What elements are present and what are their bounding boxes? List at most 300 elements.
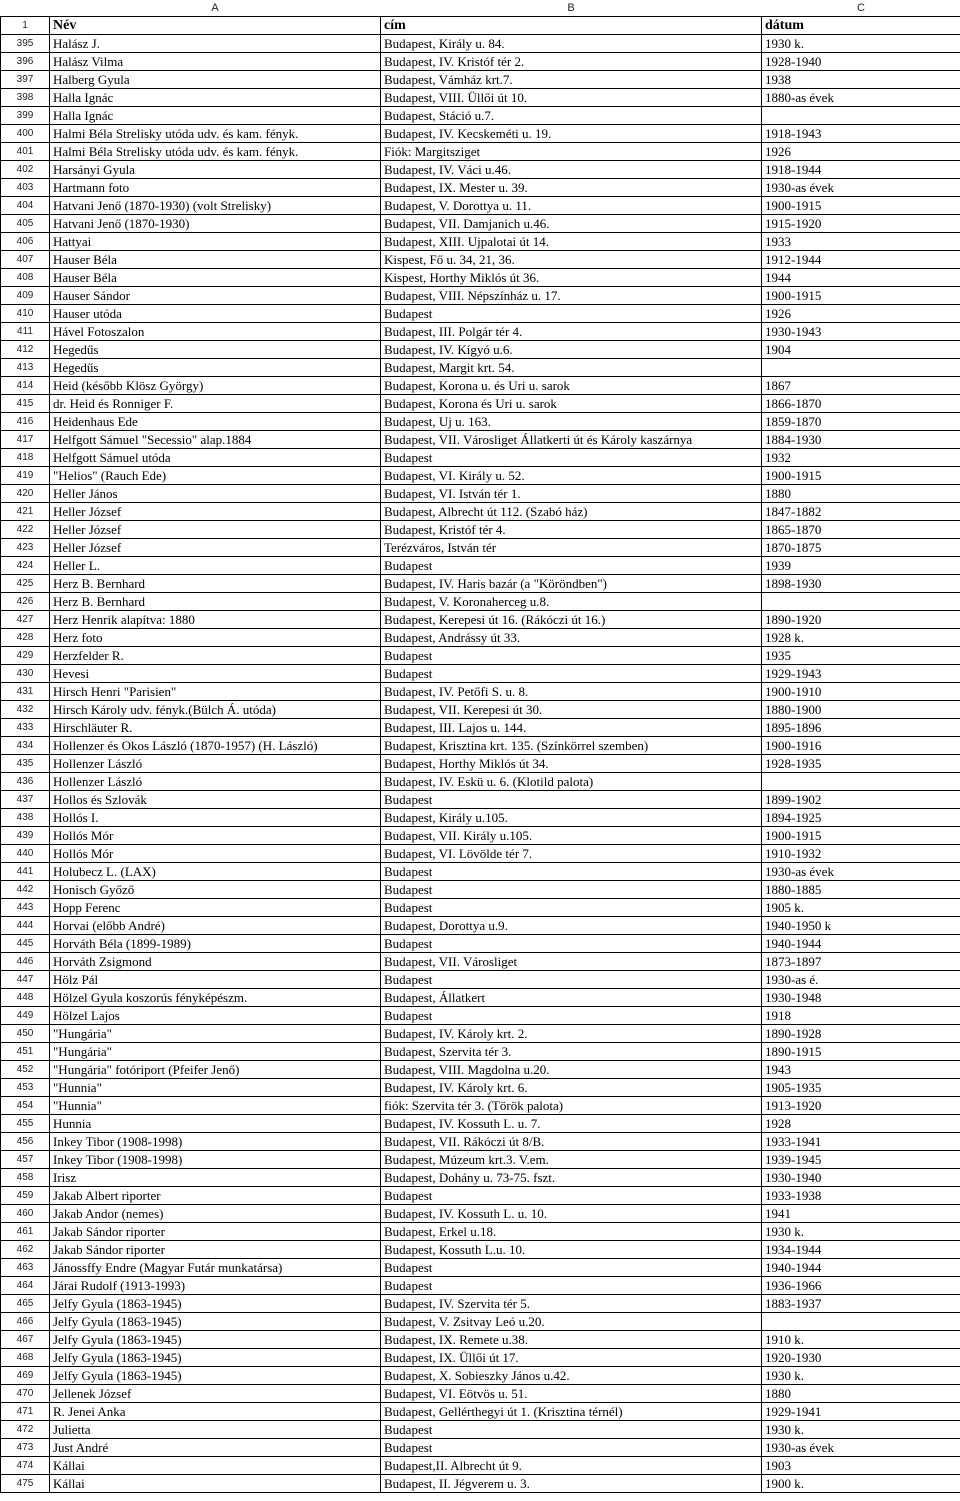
date-cell[interactable]: 1926 bbox=[762, 143, 960, 161]
row-number[interactable]: 419 bbox=[1, 467, 50, 485]
row-number[interactable]: 433 bbox=[1, 719, 50, 737]
date-cell[interactable]: 1880-1900 bbox=[762, 701, 960, 719]
row-number[interactable]: 434 bbox=[1, 737, 50, 755]
row-number[interactable]: 466 bbox=[1, 1313, 50, 1331]
name-cell[interactable]: Holubecz L. (LAX) bbox=[50, 863, 381, 881]
date-cell[interactable]: 1929-1941 bbox=[762, 1403, 960, 1421]
date-cell[interactable]: 1930-1948 bbox=[762, 989, 960, 1007]
row-number[interactable]: 439 bbox=[1, 827, 50, 845]
date-cell[interactable]: 1880 bbox=[762, 485, 960, 503]
row-number[interactable]: 470 bbox=[1, 1385, 50, 1403]
address-cell[interactable]: Budapest bbox=[381, 1187, 762, 1205]
date-cell[interactable]: 1933-1941 bbox=[762, 1133, 960, 1151]
row-number[interactable]: 465 bbox=[1, 1295, 50, 1313]
address-cell[interactable]: Budapest bbox=[381, 935, 762, 953]
address-cell[interactable]: Budapest, Dorottya u.9. bbox=[381, 917, 762, 935]
address-cell[interactable]: Budapest, XIII. Ujpalotai út 14. bbox=[381, 233, 762, 251]
date-cell[interactable]: 1880-as évek bbox=[762, 89, 960, 107]
name-cell[interactable]: Hirsch Károly udv. fényk.(Bülch Á. utóda) bbox=[50, 701, 381, 719]
address-cell[interactable]: Budapest bbox=[381, 449, 762, 467]
name-cell[interactable]: Heid (később Klösz György) bbox=[50, 377, 381, 395]
date-cell[interactable]: 1928-1940 bbox=[762, 53, 960, 71]
name-cell[interactable]: Heidenhaus Ede bbox=[50, 413, 381, 431]
address-cell[interactable]: Budapest, Király u.105. bbox=[381, 809, 762, 827]
date-cell[interactable]: 1935 bbox=[762, 647, 960, 665]
address-cell[interactable]: Budapest, Uj u. 163. bbox=[381, 413, 762, 431]
row-number[interactable]: 401 bbox=[1, 143, 50, 161]
name-cell[interactable]: Halász Vilma bbox=[50, 53, 381, 71]
row-number[interactable]: 431 bbox=[1, 683, 50, 701]
name-cell[interactable]: "Hunnia" bbox=[50, 1097, 381, 1115]
name-cell[interactable]: Hauser Béla bbox=[50, 251, 381, 269]
row-number[interactable]: 424 bbox=[1, 557, 50, 575]
row-number[interactable]: 420 bbox=[1, 485, 50, 503]
address-cell[interactable]: Budapest, IV. Szervita tér 5. bbox=[381, 1295, 762, 1313]
row-number[interactable]: 444 bbox=[1, 917, 50, 935]
row-number[interactable]: 407 bbox=[1, 251, 50, 269]
date-cell[interactable]: 1936-1966 bbox=[762, 1277, 960, 1295]
row-number[interactable]: 446 bbox=[1, 953, 50, 971]
address-cell[interactable]: Budapest bbox=[381, 971, 762, 989]
address-cell[interactable]: Budapest, Korona és Uri u. sarok bbox=[381, 395, 762, 413]
row-number[interactable]: 472 bbox=[1, 1421, 50, 1439]
address-cell[interactable]: Budapest, V. Dorottya u. 11. bbox=[381, 197, 762, 215]
address-cell[interactable]: Budapest, Andrássy út 33. bbox=[381, 629, 762, 647]
row-number[interactable]: 427 bbox=[1, 611, 50, 629]
name-cell[interactable]: Jelfy Gyula (1863-1945) bbox=[50, 1367, 381, 1385]
date-cell[interactable] bbox=[762, 359, 960, 377]
address-cell[interactable]: Budapest,II. Albrecht út 9. bbox=[381, 1457, 762, 1475]
name-cell[interactable]: Hölzel Lajos bbox=[50, 1007, 381, 1025]
address-cell[interactable]: Budapest bbox=[381, 1277, 762, 1295]
address-cell[interactable]: Budapest bbox=[381, 791, 762, 809]
name-cell[interactable]: Horváth Zsigmond bbox=[50, 953, 381, 971]
date-cell[interactable]: 1928 bbox=[762, 1115, 960, 1133]
date-cell[interactable] bbox=[762, 593, 960, 611]
name-cell[interactable]: Hegedűs bbox=[50, 341, 381, 359]
row-number[interactable]: 412 bbox=[1, 341, 50, 359]
date-cell[interactable]: 1939 bbox=[762, 557, 960, 575]
address-cell[interactable]: Budapest, VII. Kerepesi út 30. bbox=[381, 701, 762, 719]
name-cell[interactable]: "Helios" (Rauch Ede) bbox=[50, 467, 381, 485]
date-cell[interactable]: 1859-1870 bbox=[762, 413, 960, 431]
date-cell[interactable]: 1930 k. bbox=[762, 1367, 960, 1385]
name-cell[interactable]: R. Jenei Anka bbox=[50, 1403, 381, 1421]
row-number[interactable]: 430 bbox=[1, 665, 50, 683]
row-number[interactable]: 418 bbox=[1, 449, 50, 467]
date-cell[interactable]: 1880 bbox=[762, 1385, 960, 1403]
address-cell[interactable]: Budapest, IV. Petőfi S. u. 8. bbox=[381, 683, 762, 701]
name-cell[interactable]: Just André bbox=[50, 1439, 381, 1457]
name-cell[interactable]: Jelfy Gyula (1863-1945) bbox=[50, 1295, 381, 1313]
name-cell[interactable]: Jakab Albert riporter bbox=[50, 1187, 381, 1205]
row-number[interactable]: 454 bbox=[1, 1097, 50, 1115]
name-cell[interactable]: Herz foto bbox=[50, 629, 381, 647]
name-cell[interactable]: Hollós Mór bbox=[50, 827, 381, 845]
name-cell[interactable]: Herzfelder R. bbox=[50, 647, 381, 665]
address-cell[interactable]: Budapest, Krisztina krt. 135. (Színkörrel szemben) bbox=[381, 737, 762, 755]
row-number[interactable]: 468 bbox=[1, 1349, 50, 1367]
name-cell[interactable]: Helfgott Sámuel "Secessio" alap.1884 bbox=[50, 431, 381, 449]
date-cell[interactable]: 1890-1915 bbox=[762, 1043, 960, 1061]
row-number[interactable]: 397 bbox=[1, 71, 50, 89]
address-cell[interactable]: Kispest, Fő u. 34, 21, 36. bbox=[381, 251, 762, 269]
date-cell[interactable]: 1918 bbox=[762, 1007, 960, 1025]
address-cell[interactable]: Budapest, VII. Rákóczi út 8/B. bbox=[381, 1133, 762, 1151]
name-cell[interactable]: Hirsch Henri "Parisien" bbox=[50, 683, 381, 701]
name-cell[interactable]: Halberg Gyula bbox=[50, 71, 381, 89]
name-cell[interactable]: "Hungária" bbox=[50, 1043, 381, 1061]
row-number[interactable]: 1 bbox=[1, 17, 50, 35]
row-number[interactable]: 425 bbox=[1, 575, 50, 593]
row-number[interactable]: 409 bbox=[1, 287, 50, 305]
date-cell[interactable]: 1940-1944 bbox=[762, 1259, 960, 1277]
row-number[interactable]: 458 bbox=[1, 1169, 50, 1187]
name-cell[interactable]: Halla Ignác bbox=[50, 107, 381, 125]
row-number[interactable]: 396 bbox=[1, 53, 50, 71]
row-number[interactable]: 443 bbox=[1, 899, 50, 917]
address-cell[interactable]: Budapest, Szervita tér 3. bbox=[381, 1043, 762, 1061]
date-cell[interactable]: 1900-1915 bbox=[762, 197, 960, 215]
name-cell[interactable]: Hauser Sándor bbox=[50, 287, 381, 305]
address-cell[interactable]: Budapest, IV. Kossuth L. u. 10. bbox=[381, 1205, 762, 1223]
name-cell[interactable]: Hollenzer és Okos László (1870-1957) (H. László) bbox=[50, 737, 381, 755]
name-cell[interactable]: Halla Ignác bbox=[50, 89, 381, 107]
date-cell[interactable]: 1870-1875 bbox=[762, 539, 960, 557]
row-number[interactable]: 455 bbox=[1, 1115, 50, 1133]
date-cell[interactable] bbox=[762, 1313, 960, 1331]
address-cell[interactable]: Budapest bbox=[381, 1007, 762, 1025]
address-cell[interactable]: Budapest, VIII. Magdolna u.20. bbox=[381, 1061, 762, 1079]
row-number[interactable]: 462 bbox=[1, 1241, 50, 1259]
date-cell[interactable]: 1930-as é. bbox=[762, 971, 960, 989]
address-cell[interactable]: Budapest, VI. Eötvös u. 51. bbox=[381, 1385, 762, 1403]
date-cell[interactable]: 1873-1897 bbox=[762, 953, 960, 971]
row-number[interactable]: 411 bbox=[1, 323, 50, 341]
row-number[interactable]: 438 bbox=[1, 809, 50, 827]
date-cell[interactable]: 1904 bbox=[762, 341, 960, 359]
address-cell[interactable]: Budapest, III. Polgár tér 4. bbox=[381, 323, 762, 341]
address-cell[interactable]: Budapest, VIII. Üllői út 10. bbox=[381, 89, 762, 107]
row-number[interactable]: 461 bbox=[1, 1223, 50, 1241]
name-cell[interactable]: Hollós I. bbox=[50, 809, 381, 827]
row-number[interactable]: 403 bbox=[1, 179, 50, 197]
row-number[interactable]: 447 bbox=[1, 971, 50, 989]
name-cell[interactable]: Heller János bbox=[50, 485, 381, 503]
address-cell[interactable]: Budapest, Dohány u. 73-75. fszt. bbox=[381, 1169, 762, 1187]
address-cell[interactable]: Budapest, IV. Váci u.46. bbox=[381, 161, 762, 179]
date-cell[interactable]: 1847-1882 bbox=[762, 503, 960, 521]
row-number[interactable]: 459 bbox=[1, 1187, 50, 1205]
row-number[interactable]: 441 bbox=[1, 863, 50, 881]
row-number[interactable]: 413 bbox=[1, 359, 50, 377]
row-number[interactable]: 416 bbox=[1, 413, 50, 431]
name-cell[interactable]: Irisz bbox=[50, 1169, 381, 1187]
name-cell[interactable]: Herz B. Bernhard bbox=[50, 575, 381, 593]
row-number[interactable]: 429 bbox=[1, 647, 50, 665]
address-cell[interactable]: Budapest, VI. István tér 1. bbox=[381, 485, 762, 503]
date-cell[interactable]: 1912-1944 bbox=[762, 251, 960, 269]
name-cell[interactable]: Jakab Sándor riporter bbox=[50, 1223, 381, 1241]
row-number[interactable]: 402 bbox=[1, 161, 50, 179]
address-cell[interactable]: Budapest, Stáció u.7. bbox=[381, 107, 762, 125]
date-cell[interactable]: 1930 k. bbox=[762, 1421, 960, 1439]
date-cell[interactable]: 1926 bbox=[762, 305, 960, 323]
name-cell[interactable]: Heller József bbox=[50, 521, 381, 539]
row-number[interactable]: 435 bbox=[1, 755, 50, 773]
row-number[interactable]: 451 bbox=[1, 1043, 50, 1061]
name-cell[interactable]: dr. Heid és Ronniger F. bbox=[50, 395, 381, 413]
address-cell[interactable]: Budapest bbox=[381, 1421, 762, 1439]
column-header-b[interactable]: B bbox=[381, 0, 762, 17]
row-number[interactable]: 456 bbox=[1, 1133, 50, 1151]
date-cell[interactable]: 1918-1943 bbox=[762, 125, 960, 143]
address-cell[interactable]: Budapest bbox=[381, 557, 762, 575]
header-date-cell[interactable]: dátum bbox=[762, 17, 960, 35]
name-cell[interactable]: Horváth Béla (1899-1989) bbox=[50, 935, 381, 953]
name-cell[interactable]: Heller József bbox=[50, 539, 381, 557]
address-cell[interactable]: Budapest, Kerepesi út 16. (Rákóczi út 16.) bbox=[381, 611, 762, 629]
address-cell[interactable]: Budapest, V. Koronaherceg u.8. bbox=[381, 593, 762, 611]
date-cell[interactable]: 1920-1930 bbox=[762, 1349, 960, 1367]
address-cell[interactable]: Budapest, Király u. 84. bbox=[381, 35, 762, 53]
address-cell[interactable]: Budapest bbox=[381, 881, 762, 899]
name-cell[interactable]: Hölz Pál bbox=[50, 971, 381, 989]
date-cell[interactable]: 1930 k. bbox=[762, 35, 960, 53]
address-cell[interactable]: Budapest, Múzeum krt.3. V.em. bbox=[381, 1151, 762, 1169]
date-cell[interactable]: 1913-1920 bbox=[762, 1097, 960, 1115]
name-cell[interactable]: Hegedűs bbox=[50, 359, 381, 377]
date-cell[interactable]: 1866-1870 bbox=[762, 395, 960, 413]
date-cell[interactable]: 1915-1920 bbox=[762, 215, 960, 233]
address-cell[interactable]: Budapest, IV. Eskü u. 6. (Klotild palota) bbox=[381, 773, 762, 791]
header-name-cell[interactable]: Név bbox=[50, 17, 381, 35]
address-cell[interactable]: Budapest, IV. Kristóf tér 2. bbox=[381, 53, 762, 71]
row-number[interactable]: 421 bbox=[1, 503, 50, 521]
address-cell[interactable]: Budapest, IV. Haris bazár (a "Köröndben") bbox=[381, 575, 762, 593]
address-cell[interactable]: Budapest, Horthy Miklós út 34. bbox=[381, 755, 762, 773]
address-cell[interactable]: Budapest, Erkel u.18. bbox=[381, 1223, 762, 1241]
date-cell[interactable]: 1929-1943 bbox=[762, 665, 960, 683]
date-cell[interactable] bbox=[762, 773, 960, 791]
name-cell[interactable]: Jellenek József bbox=[50, 1385, 381, 1403]
address-cell[interactable]: Budapest, II. Jégverem u. 3. bbox=[381, 1475, 762, 1493]
address-cell[interactable]: Budapest bbox=[381, 1439, 762, 1457]
row-number[interactable]: 474 bbox=[1, 1457, 50, 1475]
address-cell[interactable]: Budapest, VI. Király u. 52. bbox=[381, 467, 762, 485]
row-number[interactable]: 415 bbox=[1, 395, 50, 413]
row-number[interactable]: 410 bbox=[1, 305, 50, 323]
date-cell[interactable]: 1900 k. bbox=[762, 1475, 960, 1493]
date-cell[interactable]: 1939-1945 bbox=[762, 1151, 960, 1169]
row-number[interactable]: 453 bbox=[1, 1079, 50, 1097]
row-number[interactable]: 426 bbox=[1, 593, 50, 611]
address-cell[interactable]: Budapest bbox=[381, 863, 762, 881]
date-cell[interactable]: 1930-as évek bbox=[762, 179, 960, 197]
address-cell[interactable]: Budapest, IV. Kígyó u.6. bbox=[381, 341, 762, 359]
row-number[interactable]: 475 bbox=[1, 1475, 50, 1493]
address-cell[interactable]: Budapest, IV. Károly krt. 6. bbox=[381, 1079, 762, 1097]
address-cell[interactable]: Budapest bbox=[381, 665, 762, 683]
address-cell[interactable]: fiók: Szervita tér 3. (Török palota) bbox=[381, 1097, 762, 1115]
name-cell[interactable]: Halmi Béla Strelisky utóda udv. és kam. fényk. bbox=[50, 125, 381, 143]
date-cell[interactable] bbox=[762, 107, 960, 125]
row-number[interactable]: 414 bbox=[1, 377, 50, 395]
address-cell[interactable]: Budapest, Korona u. és Uri u. sarok bbox=[381, 377, 762, 395]
row-number[interactable]: 445 bbox=[1, 935, 50, 953]
date-cell[interactable]: 1900-1916 bbox=[762, 737, 960, 755]
date-cell[interactable]: 1933 bbox=[762, 233, 960, 251]
date-cell[interactable]: 1895-1896 bbox=[762, 719, 960, 737]
row-number[interactable]: 404 bbox=[1, 197, 50, 215]
date-cell[interactable]: 1930-1943 bbox=[762, 323, 960, 341]
date-cell[interactable]: 1940-1944 bbox=[762, 935, 960, 953]
name-cell[interactable]: Jakab Sándor riporter bbox=[50, 1241, 381, 1259]
row-number[interactable]: 423 bbox=[1, 539, 50, 557]
address-cell[interactable]: Terézváros, István tér bbox=[381, 539, 762, 557]
row-number[interactable]: 463 bbox=[1, 1259, 50, 1277]
address-cell[interactable]: Kispest, Horthy Miklós út 36. bbox=[381, 269, 762, 287]
row-number[interactable]: 469 bbox=[1, 1367, 50, 1385]
date-cell[interactable]: 1943 bbox=[762, 1061, 960, 1079]
date-cell[interactable]: 1899-1902 bbox=[762, 791, 960, 809]
address-cell[interactable]: Budapest, VII. Városliget bbox=[381, 953, 762, 971]
name-cell[interactable]: Jánossffy Endre (Magyar Futár munkatársa) bbox=[50, 1259, 381, 1277]
name-cell[interactable]: Heller József bbox=[50, 503, 381, 521]
date-cell[interactable]: 1903 bbox=[762, 1457, 960, 1475]
date-cell[interactable]: 1930 k. bbox=[762, 1223, 960, 1241]
date-cell[interactable]: 1890-1920 bbox=[762, 611, 960, 629]
name-cell[interactable]: Hölzel Gyula koszorús fényképészm. bbox=[50, 989, 381, 1007]
date-cell[interactable]: 1890-1928 bbox=[762, 1025, 960, 1043]
address-cell[interactable]: Budapest bbox=[381, 647, 762, 665]
name-cell[interactable]: Hauser utóda bbox=[50, 305, 381, 323]
address-cell[interactable]: Budapest, VII. Városliget Állatkerti út és Károly kaszárnya bbox=[381, 431, 762, 449]
date-cell[interactable]: 1941 bbox=[762, 1205, 960, 1223]
name-cell[interactable]: Kállai bbox=[50, 1475, 381, 1493]
name-cell[interactable]: Jakab Andor (nemes) bbox=[50, 1205, 381, 1223]
address-cell[interactable]: Budapest, V. Zsitvay Leó u.20. bbox=[381, 1313, 762, 1331]
date-cell[interactable]: 1910 k. bbox=[762, 1331, 960, 1349]
date-cell[interactable]: 1928-1935 bbox=[762, 755, 960, 773]
name-cell[interactable]: Hollos és Szlovák bbox=[50, 791, 381, 809]
name-cell[interactable]: Helfgott Sámuel utóda bbox=[50, 449, 381, 467]
name-cell[interactable]: Hirschläuter R. bbox=[50, 719, 381, 737]
address-cell[interactable]: Budapest, III. Lajos u. 144. bbox=[381, 719, 762, 737]
name-cell[interactable]: Jelfy Gyula (1863-1945) bbox=[50, 1313, 381, 1331]
date-cell[interactable]: 1928 k. bbox=[762, 629, 960, 647]
row-number[interactable]: 400 bbox=[1, 125, 50, 143]
name-cell[interactable]: Hopp Ferenc bbox=[50, 899, 381, 917]
address-cell[interactable]: Budapest, Margit krt. 54. bbox=[381, 359, 762, 377]
address-cell[interactable]: Budapest, Albrecht út 112. (Szabó ház) bbox=[381, 503, 762, 521]
column-header-a[interactable]: A bbox=[50, 0, 381, 17]
name-cell[interactable]: Kállai bbox=[50, 1457, 381, 1475]
date-cell[interactable]: 1900-1910 bbox=[762, 683, 960, 701]
date-cell[interactable]: 1933-1938 bbox=[762, 1187, 960, 1205]
address-cell[interactable]: Budapest, VI. Lövölde tér 7. bbox=[381, 845, 762, 863]
name-cell[interactable]: "Hungária" fotóriport (Pfeifer Jenő) bbox=[50, 1061, 381, 1079]
row-number[interactable]: 406 bbox=[1, 233, 50, 251]
date-cell[interactable]: 1900-1915 bbox=[762, 287, 960, 305]
address-cell[interactable]: Budapest, Kristóf tér 4. bbox=[381, 521, 762, 539]
address-cell[interactable]: Budapest, IV. Kossuth L. u. 7. bbox=[381, 1115, 762, 1133]
row-number[interactable]: 460 bbox=[1, 1205, 50, 1223]
header-address-cell[interactable]: cím bbox=[381, 17, 762, 35]
date-cell[interactable]: 1865-1870 bbox=[762, 521, 960, 539]
name-cell[interactable]: Hatvani Jenő (1870-1930) (volt Strelisky) bbox=[50, 197, 381, 215]
name-cell[interactable]: Inkey Tibor (1908-1998) bbox=[50, 1151, 381, 1169]
date-cell[interactable]: 1884-1930 bbox=[762, 431, 960, 449]
name-cell[interactable]: Hollós Mór bbox=[50, 845, 381, 863]
address-cell[interactable]: Budapest, Gellérthegyi út 1. (Krisztina térnél) bbox=[381, 1403, 762, 1421]
date-cell[interactable]: 1905 k. bbox=[762, 899, 960, 917]
address-cell[interactable]: Budapest, IV. Kecskeméti u. 19. bbox=[381, 125, 762, 143]
name-cell[interactable]: Horvai (előbb André) bbox=[50, 917, 381, 935]
address-cell[interactable]: Budapest, VII. Damjanich u.46. bbox=[381, 215, 762, 233]
name-cell[interactable]: "Hunnia" bbox=[50, 1079, 381, 1097]
date-cell[interactable]: 1910-1932 bbox=[762, 845, 960, 863]
address-cell[interactable]: Budapest, Állatkert bbox=[381, 989, 762, 1007]
name-cell[interactable]: Hatvani Jenő (1870-1930) bbox=[50, 215, 381, 233]
date-cell[interactable]: 1930-as évek bbox=[762, 1439, 960, 1457]
date-cell[interactable]: 1930-1940 bbox=[762, 1169, 960, 1187]
date-cell[interactable]: 1900-1915 bbox=[762, 827, 960, 845]
name-cell[interactable]: Harsányi Gyula bbox=[50, 161, 381, 179]
name-cell[interactable]: Hável Fotoszalon bbox=[50, 323, 381, 341]
address-cell[interactable]: Budapest, VIII. Népszínház u. 17. bbox=[381, 287, 762, 305]
row-number[interactable]: 467 bbox=[1, 1331, 50, 1349]
row-number[interactable]: 436 bbox=[1, 773, 50, 791]
date-cell[interactable]: 1932 bbox=[762, 449, 960, 467]
date-cell[interactable]: 1880-1885 bbox=[762, 881, 960, 899]
address-cell[interactable]: Budapest, IX. Üllői út 17. bbox=[381, 1349, 762, 1367]
row-number[interactable]: 449 bbox=[1, 1007, 50, 1025]
name-cell[interactable]: Honisch Győző bbox=[50, 881, 381, 899]
name-cell[interactable]: Hollenzer László bbox=[50, 755, 381, 773]
address-cell[interactable]: Budapest, Vámház krt.7. bbox=[381, 71, 762, 89]
address-cell[interactable]: Budapest, IV. Károly krt. 2. bbox=[381, 1025, 762, 1043]
name-cell[interactable]: Jelfy Gyula (1863-1945) bbox=[50, 1331, 381, 1349]
name-cell[interactable]: Inkey Tibor (1908-1998) bbox=[50, 1133, 381, 1151]
address-cell[interactable]: Budapest, IX. Mester u. 39. bbox=[381, 179, 762, 197]
row-number[interactable]: 448 bbox=[1, 989, 50, 1007]
date-cell[interactable]: 1938 bbox=[762, 71, 960, 89]
date-cell[interactable]: 1867 bbox=[762, 377, 960, 395]
name-cell[interactable]: "Hungária" bbox=[50, 1025, 381, 1043]
row-number[interactable]: 405 bbox=[1, 215, 50, 233]
date-cell[interactable]: 1883-1937 bbox=[762, 1295, 960, 1313]
address-cell[interactable]: Budapest, X. Sobieszky János u.42. bbox=[381, 1367, 762, 1385]
name-cell[interactable]: Hartmann foto bbox=[50, 179, 381, 197]
row-number[interactable]: 442 bbox=[1, 881, 50, 899]
row-number[interactable]: 432 bbox=[1, 701, 50, 719]
name-cell[interactable]: Hauser Béla bbox=[50, 269, 381, 287]
row-number[interactable]: 395 bbox=[1, 35, 50, 53]
row-number[interactable]: 399 bbox=[1, 107, 50, 125]
row-number[interactable]: 471 bbox=[1, 1403, 50, 1421]
date-cell[interactable]: 1918-1944 bbox=[762, 161, 960, 179]
name-cell[interactable]: Hollenzer László bbox=[50, 773, 381, 791]
address-cell[interactable]: Budapest bbox=[381, 305, 762, 323]
date-cell[interactable]: 1940-1950 k bbox=[762, 917, 960, 935]
row-number[interactable]: 450 bbox=[1, 1025, 50, 1043]
row-number[interactable]: 457 bbox=[1, 1151, 50, 1169]
name-cell[interactable]: Hattyai bbox=[50, 233, 381, 251]
date-cell[interactable]: 1934-1944 bbox=[762, 1241, 960, 1259]
date-cell[interactable]: 1894-1925 bbox=[762, 809, 960, 827]
name-cell[interactable]: Jelfy Gyula (1863-1945) bbox=[50, 1349, 381, 1367]
